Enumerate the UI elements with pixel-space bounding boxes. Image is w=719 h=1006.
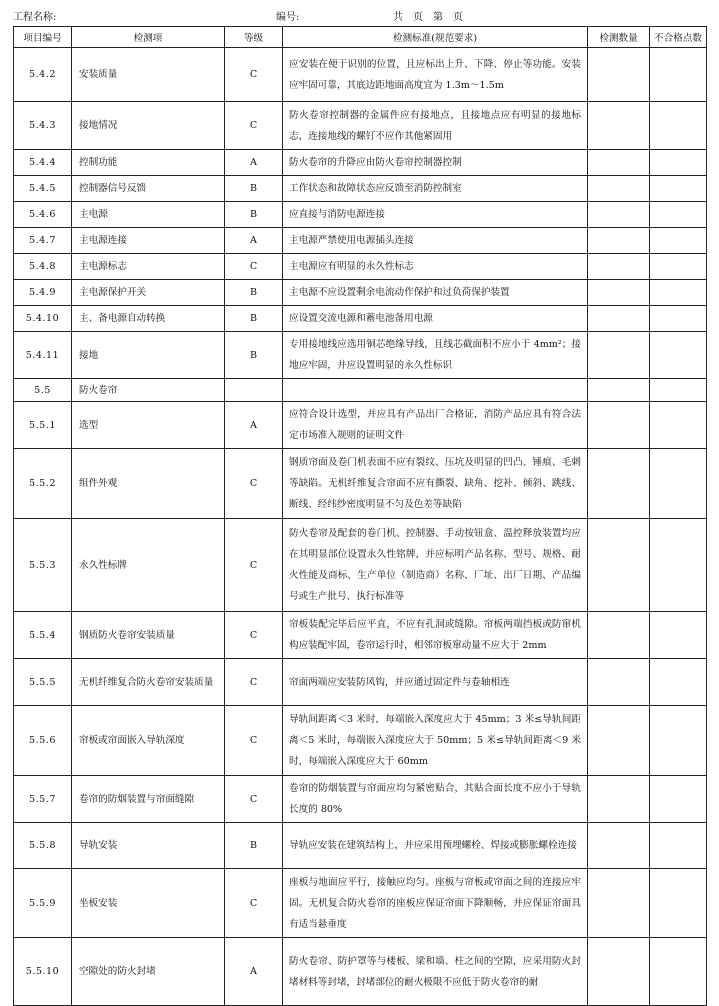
item-name: 主电源保护开关 <box>72 280 225 306</box>
item-standard: 应设置交流电源和蓄电池备用电源 <box>283 306 588 332</box>
inspection-quantity-cell[interactable] <box>588 202 650 228</box>
table-row <box>14 612 707 659</box>
item-grade: C <box>225 449 283 519</box>
item-name: 控制功能 <box>72 150 225 176</box>
item-name: 钢质防火卷帘安装质量 <box>72 612 225 659</box>
inspection-quantity-cell[interactable] <box>588 402 650 449</box>
item-standard: 防火卷帘及配套的卷门机、控制器、手动按钮盒、温控释放装置均应在其明显部位设置永久性铭牌，并应标明产品名称、型号、规格、耐火性能及商标、生产单位（制造商）名称、厂址、出厂日期、产品编号或生产批号、执行标准等 <box>283 519 588 612</box>
item-standard: 防火卷帘的升降应由防火卷帘控制器控制 <box>283 150 588 176</box>
inspection-quantity-cell[interactable] <box>588 449 650 519</box>
table-row <box>14 150 707 176</box>
item-name: 接地 <box>72 332 225 379</box>
item-grade: C <box>225 869 283 938</box>
col-header-failed: 不合格点数 <box>650 27 707 48</box>
inspection-quantity-cell[interactable] <box>588 823 650 869</box>
item-name: 无机纤维复合防火卷帘安装质量 <box>72 659 225 706</box>
table-row <box>14 519 707 612</box>
inspection-quantity-cell[interactable] <box>588 306 650 332</box>
item-name: 主、备电源自动转换 <box>72 306 225 332</box>
item-standard: 防火卷帘控制器的金属件应有接地点，且接地点应有明显的接地标志，连接地线的螺钉不应作其他紧固用 <box>283 102 588 150</box>
item-id: 5.5.2 <box>14 449 72 519</box>
item-name: 组件外观 <box>72 449 225 519</box>
item-grade: C <box>225 612 283 659</box>
failed-points-cell[interactable] <box>650 254 707 280</box>
item-standard: 帘板装配完毕后应平直，不应有孔洞或缝隙。帘板两端挡板或防窜机构应装配牢固，卷帘运行时，相邻帘板窜动量不应大于 2mm <box>283 612 588 659</box>
failed-points-cell[interactable] <box>650 332 707 379</box>
failed-points-cell[interactable] <box>650 449 707 519</box>
failed-points-cell[interactable] <box>650 402 707 449</box>
item-standard: 防火卷帘、防护罩等与楼板、梁和墙、柱之间的空隙，应采用防火封堵材料等封堵，封堵部位的耐火极限不应低于防火卷帘的耐 <box>283 938 588 1006</box>
inspection-quantity-cell[interactable] <box>588 938 650 1006</box>
item-grade: C <box>225 776 283 823</box>
item-name: 主电源连接 <box>72 228 225 254</box>
item-grade <box>225 379 283 402</box>
item-name: 空隙处的防火封堵 <box>72 938 225 1006</box>
failed-points-cell[interactable] <box>650 150 707 176</box>
inspection-quantity-cell[interactable] <box>588 659 650 706</box>
item-id: 5.4.11 <box>14 332 72 379</box>
item-name: 坐板安装 <box>72 869 225 938</box>
failed-points-cell[interactable] <box>650 869 707 938</box>
item-grade: C <box>225 48 283 102</box>
item-id: 5.4.5 <box>14 176 72 202</box>
table-row <box>14 869 707 938</box>
inspection-quantity-cell[interactable] <box>588 48 650 102</box>
item-name: 选型 <box>72 402 225 449</box>
failed-points-cell[interactable] <box>650 306 707 332</box>
item-id: 5.4.8 <box>14 254 72 280</box>
failed-points-cell[interactable] <box>650 228 707 254</box>
item-grade: B <box>225 280 283 306</box>
item-name: 帘板或帘面嵌入导轨深度 <box>72 706 225 776</box>
item-standard: 导轨应安装在建筑结构上，并应采用预埋螺栓、焊接或膨胀螺栓连接 <box>283 823 588 869</box>
table-row <box>14 306 707 332</box>
item-standard: 主电源不应设置剩余电流动作保护和过负荷保护装置 <box>283 280 588 306</box>
item-standard: 主电源应有明显的永久性标志 <box>283 254 588 280</box>
item-standard: 应符合设计选型，并应具有产品出厂合格证，消防产品应具有符合法定市场准入规则的证明文件 <box>283 402 588 449</box>
item-name: 防火卷帘 <box>72 379 225 402</box>
col-header-standard: 检测标准(规范要求) <box>283 27 588 48</box>
item-name: 导轨安装 <box>72 823 225 869</box>
inspection-table <box>13 26 707 1006</box>
item-grade: B <box>225 176 283 202</box>
item-id: 5.4.10 <box>14 306 72 332</box>
item-name: 卷帘的防烟装置与帘面缝隙 <box>72 776 225 823</box>
item-id: 5.4.4 <box>14 150 72 176</box>
table-row <box>14 776 707 823</box>
inspection-quantity-cell[interactable] <box>588 332 650 379</box>
item-id: 5.5 <box>14 379 72 402</box>
table-row <box>14 202 707 228</box>
table-row <box>14 659 707 706</box>
failed-points-cell[interactable] <box>650 938 707 1006</box>
failed-points-cell[interactable] <box>650 659 707 706</box>
table-row <box>14 379 707 402</box>
item-grade: C <box>225 102 283 150</box>
item-standard: 专用接地线应选用铜芯绝缘导线，且线芯截面积不应小于 4mm²；接地应牢固，并应设置明显的永久性标识 <box>283 332 588 379</box>
col-header-id: 项目编号 <box>14 27 72 48</box>
failed-points-cell[interactable] <box>650 519 707 612</box>
table-row <box>14 706 707 776</box>
table-row <box>14 254 707 280</box>
inspection-quantity-cell[interactable] <box>588 612 650 659</box>
item-grade: B <box>225 332 283 379</box>
failed-points-cell[interactable] <box>650 176 707 202</box>
inspection-quantity-cell[interactable] <box>588 519 650 612</box>
inspection-quantity-cell[interactable] <box>588 869 650 938</box>
table-header-row <box>14 27 707 48</box>
col-header-grade: 等级 <box>225 27 283 48</box>
table-row <box>14 176 707 202</box>
table-row <box>14 48 707 102</box>
inspection-quantity-cell[interactable] <box>588 228 650 254</box>
item-standard <box>283 379 588 402</box>
failed-points-cell[interactable] <box>650 823 707 869</box>
item-name: 接地情况 <box>72 102 225 150</box>
item-id: 5.4.3 <box>14 102 72 150</box>
table-row <box>14 228 707 254</box>
failed-points-cell[interactable] <box>650 102 707 150</box>
item-id: 5.5.1 <box>14 402 72 449</box>
item-id: 5.5.9 <box>14 869 72 938</box>
project-name-label: 工程名称: <box>13 12 57 23</box>
table-row <box>14 280 707 306</box>
item-grade: A <box>225 402 283 449</box>
serial-number-label: 编号: <box>276 12 300 23</box>
table-row <box>14 332 707 379</box>
item-name: 主电源 <box>72 202 225 228</box>
inspection-quantity-cell[interactable] <box>588 254 650 280</box>
item-id: 5.5.5 <box>14 659 72 706</box>
table-row <box>14 449 707 519</box>
inspection-quantity-cell[interactable] <box>588 176 650 202</box>
item-id: 5.4.6 <box>14 202 72 228</box>
item-name: 主电源标志 <box>72 254 225 280</box>
item-name: 安装质量 <box>72 48 225 102</box>
table-row <box>14 102 707 150</box>
col-header-quantity: 检测数量 <box>588 27 650 48</box>
item-grade: B <box>225 202 283 228</box>
item-grade: A <box>225 228 283 254</box>
inspection-quantity-cell[interactable] <box>588 102 650 150</box>
item-id: 5.5.8 <box>14 823 72 869</box>
document-header <box>0 8 719 24</box>
inspection-quantity-cell[interactable] <box>588 706 650 776</box>
item-grade: A <box>225 150 283 176</box>
item-standard: 帘面两端应安装防风钩，并应通过固定件与卷轴相连 <box>283 659 588 706</box>
failed-points-cell[interactable] <box>650 379 707 402</box>
failed-points-cell[interactable] <box>650 776 707 823</box>
failed-points-cell[interactable] <box>650 706 707 776</box>
item-grade: B <box>225 306 283 332</box>
failed-points-cell[interactable] <box>650 202 707 228</box>
failed-points-cell[interactable] <box>650 280 707 306</box>
item-standard: 导轨间距离＜3 米时，每端嵌入深度应大于 45mm；3 米≤导轨间距离＜5 米时，每端嵌入深度应大于 50mm；5 米≤导轨间距离＜9 米时，每端嵌入深度应大于 60mm <box>283 706 588 776</box>
item-grade: C <box>225 519 283 612</box>
item-standard: 卷帘的防烟装置与帘面应均匀紧密贴合，其贴合面长度不应小于导轨长度的 80% <box>283 776 588 823</box>
inspection-quantity-cell[interactable] <box>588 379 650 402</box>
page-info-label: 共 页 第 页 <box>393 12 463 23</box>
item-grade: C <box>225 254 283 280</box>
item-grade: A <box>225 938 283 1006</box>
item-standard: 钢质帘面及卷门机表面不应有裂纹、压坑及明显的凹凸、锤痕、毛刺等缺陷。无机纤维复合帘面不应有撕裂、缺角、挖补、倾斜、跳线、断线、经纬纱密度明显不匀及色差等缺陷 <box>283 449 588 519</box>
item-id: 5.5.10 <box>14 938 72 1006</box>
item-grade: C <box>225 706 283 776</box>
table-row <box>14 402 707 449</box>
inspection-quantity-cell[interactable] <box>588 150 650 176</box>
item-grade: B <box>225 823 283 869</box>
item-grade: C <box>225 659 283 706</box>
table-row <box>14 823 707 869</box>
item-id: 5.5.6 <box>14 706 72 776</box>
inspection-quantity-cell[interactable] <box>588 280 650 306</box>
item-id: 5.4.7 <box>14 228 72 254</box>
item-standard: 主电源严禁使用电源插头连接 <box>283 228 588 254</box>
item-standard: 工作状态和故障状态应反馈至消防控制室 <box>283 176 588 202</box>
item-id: 5.4.9 <box>14 280 72 306</box>
item-id: 5.4.2 <box>14 48 72 102</box>
item-name: 永久性标牌 <box>72 519 225 612</box>
item-id: 5.5.3 <box>14 519 72 612</box>
item-id: 5.5.7 <box>14 776 72 823</box>
inspection-quantity-cell[interactable] <box>588 776 650 823</box>
col-header-item: 检测项 <box>72 27 225 48</box>
table-row <box>14 938 707 1006</box>
item-standard: 应安装在便于识别的位置，且应标出上升、下降、停止等功能。安装应牢固可靠，其底边距地面高度宜为 1.3m～1.5m <box>283 48 588 102</box>
failed-points-cell[interactable] <box>650 48 707 102</box>
item-name: 控制器信号反馈 <box>72 176 225 202</box>
failed-points-cell[interactable] <box>650 612 707 659</box>
item-standard: 应直接与消防电源连接 <box>283 202 588 228</box>
item-id: 5.5.4 <box>14 612 72 659</box>
item-standard: 座板与地面应平行，接触应均匀。座板与帘板或帘面之间的连接应牢固。无机复合防火卷帘的座板应保证帘面下降顺畅，并应保证帘面具有适当悬垂度 <box>283 869 588 938</box>
